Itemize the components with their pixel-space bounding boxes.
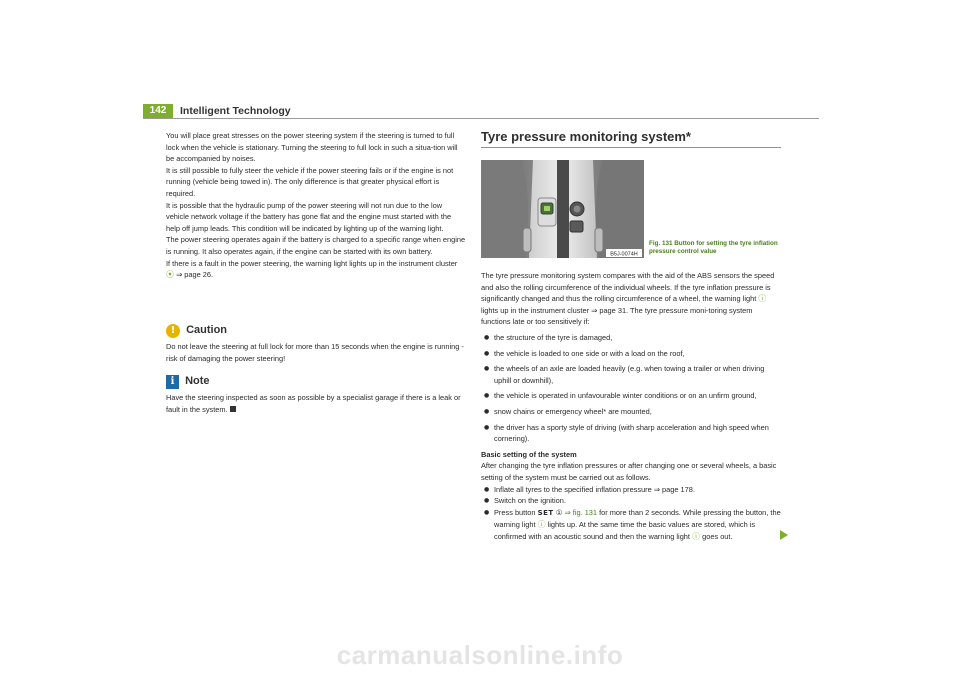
step-item [481,507,781,543]
running-title: Intelligent Technology [180,105,291,117]
section-rule [481,147,781,148]
step-item: ● Inflate all tyres to the specified inflation pressure ⇒ page 178. [481,484,781,496]
caution-box [166,324,466,364]
figure-illustration [481,160,644,258]
paragraph: It is still possible to fully steer the vehicle if the power steering fails or if the engine is not running (vehicle being towed in). The only difference is that greater physical effort is required. [166,165,454,198]
paragraph: The power steering operates again if the battery is charged to a specific range when engine is running. It also operates again, if the engine can be started with its own battery. [166,235,466,256]
set-button-label: SET [537,508,554,517]
exclamation-circle-icon: ! [166,324,180,338]
figure-tyre-pressure-button [481,160,644,258]
tyre-pressure-warning-icon: ⓘ [692,531,701,541]
tyre-pressure-warning-icon: ⓘ [537,520,546,530]
paragraph-fault [166,258,466,281]
next-page-arrow-icon[interactable] [780,530,788,540]
page-number: 142 [143,104,173,118]
press-prefix: Press button [494,507,536,517]
left-column [166,130,466,281]
press-text-1: for more than 2 seconds. While pressing the button, the warning light [494,507,781,530]
section-title: Tyre pressure monitoring system* [481,129,691,144]
tyre-pressure-warning-icon: ⓘ [758,294,767,304]
step-item: ● Switch on the ignition. [481,495,781,507]
press-text-3: goes out. [702,531,733,541]
list-item: ● the vehicle is operated in unfavourable winter conditions or on an unfirm ground, [481,390,781,402]
note-text [166,392,466,415]
figure-caption: Fig. 131 Button for setting the tyre inflation pressure control value [649,240,778,255]
list-item: ● the wheels of an axle are loaded heavily (e.g. when towing a trailer or when driving uphill or downhill), [481,363,781,386]
caution-title: Caution [186,323,228,336]
press-text-2: lights up. At the same time the basic values are stored, which is confirmed with an acoustic sound and then the warning light [494,520,756,541]
end-of-section-icon [230,406,236,412]
list-item: ● snow chains or emergency wheel* are mounted, [481,406,781,418]
page-ref-link[interactable]: ⇒ page 26. [176,270,214,280]
note-body: Have the steering inspected as soon as possible by a specialist garage if there is a leak or fault in the system. [166,393,461,414]
figure-ref-link[interactable]: ⇒ fig. 131 [564,507,598,517]
info-icon: i [166,375,179,389]
intro-text-1: The tyre pressure monitoring system compares with the aid of the ABS sensors the speed and also the rolling circumference of the individual wheels. If the tyre inflation pressure is significantly changed and thus the rolling circumference of a wheel, the warning light [481,271,775,304]
steering-warning-icon: ⦿ [166,270,174,280]
watermark: carmanualsonline.info [336,640,624,670]
note-box [166,375,466,415]
subheading-basic-setting: Basic setting of the system [481,449,577,459]
basic-setting-text: After changing the tyre inflation pressures or after changing one or several wheels, a basic setting of the system must be carried out as follows. [481,461,777,482]
right-column [481,270,781,542]
paragraph: It is possible that the hydraulic pump of the power steering will not run due to the low vehicle network voltage if the battery has gone flat and the engine must started with the help off jump leads. This condition will be indicated by lighting up of the warning light. [166,200,452,233]
callout-marker: ① [555,507,563,517]
paragraph: You will place great stresses on the power steering system if the steering is turned to full lock when the vehicle is stationary. Turning the steering to full lock in such a situa-tion will be accompanied by noises. [166,131,458,164]
list-item: ● the driver has a sporty style of driving (with sharp acceleration and high speed when cornering). [481,422,781,445]
list-item: ● the vehicle is loaded to one side or with a load on the roof, [481,348,781,360]
intro-paragraph [481,270,781,328]
figure-code: B5J-0074H [610,251,638,258]
list-item: ● the structure of the tyre is damaged, [481,332,781,344]
note-title: Note [185,374,210,387]
fault-text: If there is a fault in the power steering, the warning light lights up in the instrument cluster [166,258,458,268]
intro-text-2: lights up in the instrument cluster ⇒ page 31. The tyre pressure moni-toring system functions late or too sensitively if: [481,305,753,327]
header-rule [143,118,819,119]
caution-text: Do not leave the steering at full lock for more than 15 seconds when the engine is running - risk of damaging the power steering! [166,342,464,363]
